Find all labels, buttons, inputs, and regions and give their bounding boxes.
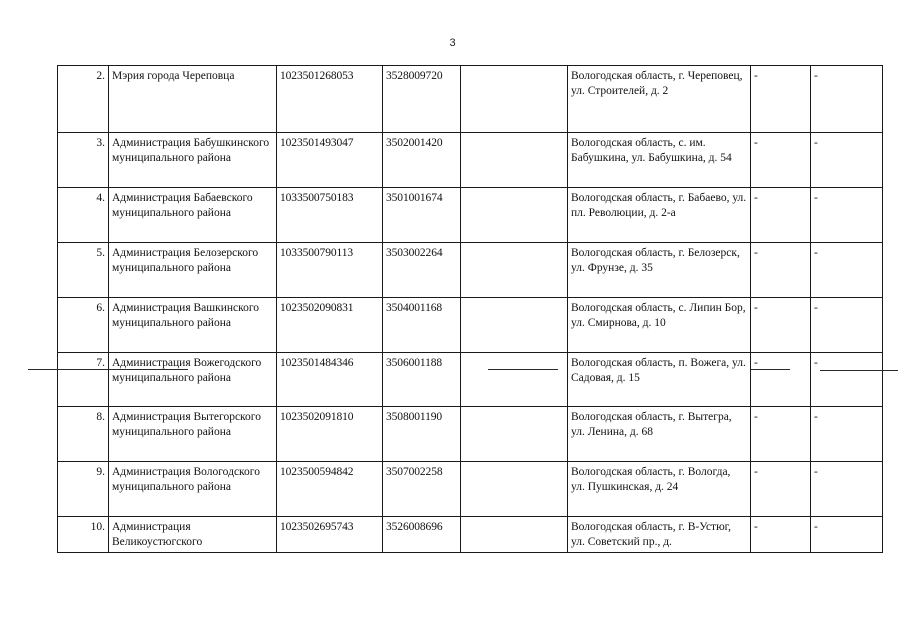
empty-cell bbox=[461, 243, 568, 298]
address-cell: Вологодская область, с. им. Бабушкина, ул. Бабушкина, д. 54 bbox=[568, 133, 751, 188]
inn-cell: 3504001168 bbox=[383, 298, 461, 353]
dash-cell: - bbox=[751, 298, 811, 353]
row-number: 7. bbox=[58, 353, 109, 407]
organization-name: Администрация Вожегодского муниципального района bbox=[109, 353, 277, 407]
organization-name: Администрация Вытегорского муниципального района bbox=[109, 407, 277, 462]
page-number: 3 bbox=[449, 37, 456, 49]
dash-cell: - bbox=[811, 462, 883, 517]
empty-cell bbox=[461, 133, 568, 188]
empty-cell bbox=[461, 66, 568, 133]
ogrn-cell: 1023502091810 bbox=[277, 407, 383, 462]
address-cell: Вологодская область, г. Череповец, ул. Строителей, д. 2 bbox=[568, 66, 751, 133]
scan-artifact-line bbox=[28, 369, 188, 370]
table-row bbox=[58, 66, 883, 133]
address-cell: Вологодская область, г. Белозерск, ул. Фрунзе, д. 35 bbox=[568, 243, 751, 298]
empty-cell bbox=[461, 407, 568, 462]
table-row bbox=[58, 133, 883, 188]
dash-cell: - bbox=[751, 407, 811, 462]
organization-name: Администрация Бабаевского муниципального района bbox=[109, 188, 277, 243]
inn-cell: 3526008696 bbox=[383, 517, 461, 553]
row-number: 2. bbox=[58, 66, 109, 133]
ogrn-cell: 1033500790113 bbox=[277, 243, 383, 298]
address-cell: Вологодская область, п. Вожега, ул. Садовая, д. 15 bbox=[568, 353, 751, 407]
row-number: 10. bbox=[58, 517, 109, 553]
inn-cell: 3508001190 bbox=[383, 407, 461, 462]
organization-name: Администрация Великоустюгского bbox=[109, 517, 277, 553]
row-number: 5. bbox=[58, 243, 109, 298]
address-cell: Вологодская область, г. Бабаево, ул. пл. Революции, д. 2-а bbox=[568, 188, 751, 243]
inn-cell: 3502001420 bbox=[383, 133, 461, 188]
dash-cell: - bbox=[751, 517, 811, 553]
dash-cell: - bbox=[811, 298, 883, 353]
row-number: 8. bbox=[58, 407, 109, 462]
dash-cell: - bbox=[751, 133, 811, 188]
scan-artifact-line bbox=[820, 370, 898, 371]
row-number: 3. bbox=[58, 133, 109, 188]
table-row bbox=[58, 298, 883, 353]
table-row bbox=[58, 243, 883, 298]
row-number: 4. bbox=[58, 188, 109, 243]
dash-cell: - bbox=[751, 353, 811, 407]
ogrn-cell: 1023502090831 bbox=[277, 298, 383, 353]
inn-cell: 3528009720 bbox=[383, 66, 461, 133]
empty-cell bbox=[461, 353, 568, 407]
dash-cell: - bbox=[811, 517, 883, 553]
scan-artifact-line bbox=[488, 369, 558, 370]
dash-cell: - bbox=[811, 243, 883, 298]
registry-table bbox=[57, 65, 883, 553]
dash-cell: - bbox=[751, 66, 811, 133]
inn-cell: 3501001674 bbox=[383, 188, 461, 243]
dash-cell: - bbox=[811, 188, 883, 243]
organization-name: Мэрия города Череповца bbox=[109, 66, 277, 133]
table-row bbox=[58, 462, 883, 517]
dash-cell: - bbox=[811, 407, 883, 462]
ogrn-cell: 1023501268053 bbox=[277, 66, 383, 133]
ogrn-cell: 1023502695743 bbox=[277, 517, 383, 553]
inn-cell: 3507002258 bbox=[383, 462, 461, 517]
ogrn-cell: 1023501484346 bbox=[277, 353, 383, 407]
organization-name: Администрация Вашкинского муниципального района bbox=[109, 298, 277, 353]
table-row bbox=[58, 407, 883, 462]
empty-cell bbox=[461, 298, 568, 353]
dash-cell: - bbox=[751, 188, 811, 243]
dash-cell: - bbox=[751, 243, 811, 298]
dash-cell: - bbox=[811, 133, 883, 188]
organization-name: Администрация Белозерского муниципального района bbox=[109, 243, 277, 298]
address-cell: Вологодская область, г. Вологда, ул. Пушкинская, д. 24 bbox=[568, 462, 751, 517]
table-row bbox=[58, 517, 883, 553]
dash-cell: - bbox=[751, 462, 811, 517]
empty-cell bbox=[461, 517, 568, 553]
empty-cell bbox=[461, 188, 568, 243]
organization-name: Администрация Вологодского муниципального района bbox=[109, 462, 277, 517]
inn-cell: 3506001188 bbox=[383, 353, 461, 407]
empty-cell bbox=[461, 462, 568, 517]
dash-cell: - bbox=[811, 66, 883, 133]
organization-name: Администрация Бабушкинского муниципального района bbox=[109, 133, 277, 188]
table-row bbox=[58, 353, 883, 407]
scan-artifact-line bbox=[750, 369, 790, 370]
ogrn-cell: 1023501493047 bbox=[277, 133, 383, 188]
address-cell: Вологодская область, с. Липин Бор, ул. Смирнова, д. 10 bbox=[568, 298, 751, 353]
inn-cell: 3503002264 bbox=[383, 243, 461, 298]
ogrn-cell: 1023500594842 bbox=[277, 462, 383, 517]
row-number: 6. bbox=[58, 298, 109, 353]
address-cell: Вологодская область, г. В-Устюг, ул. Советский пр., д. bbox=[568, 517, 751, 553]
ogrn-cell: 1033500750183 bbox=[277, 188, 383, 243]
dash-cell: - bbox=[811, 353, 883, 407]
address-cell: Вологодская область, г. Вытегра, ул. Ленина, д. 68 bbox=[568, 407, 751, 462]
table-row bbox=[58, 188, 883, 243]
row-number: 9. bbox=[58, 462, 109, 517]
